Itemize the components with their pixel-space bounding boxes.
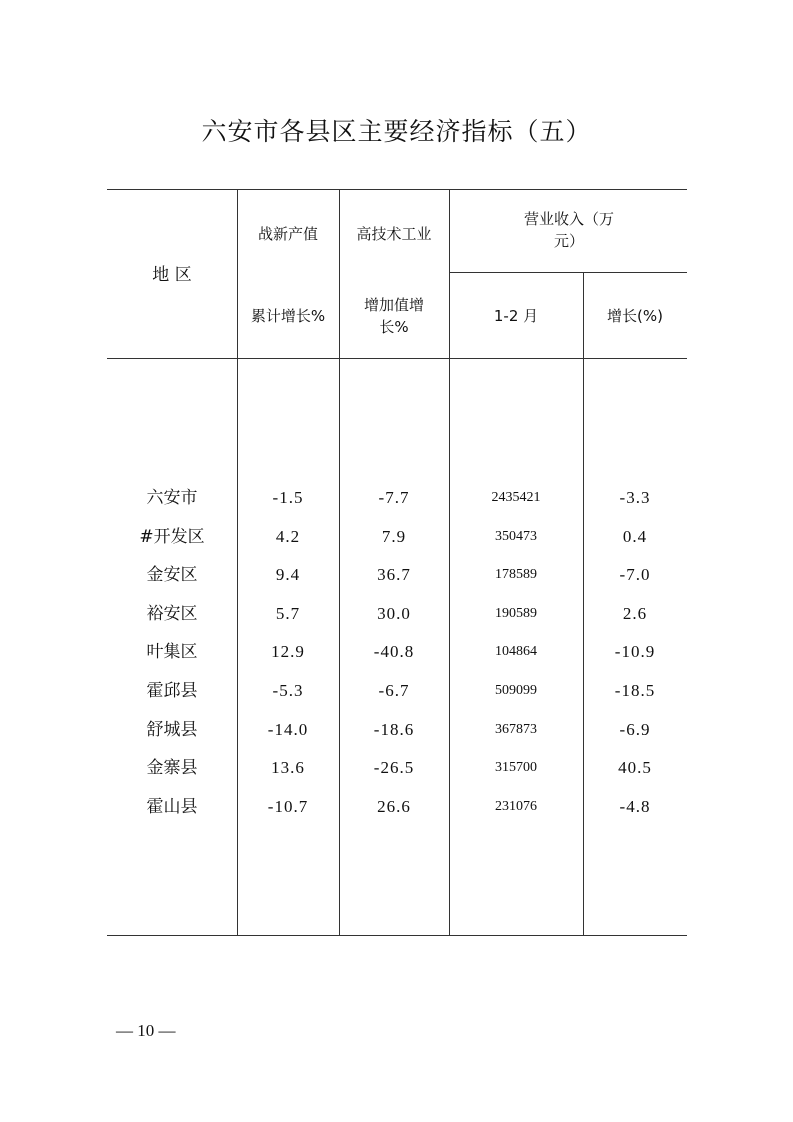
cell-revenue: 315700 (495, 760, 537, 775)
header-strategic-sub: 累计增长% (250, 307, 326, 325)
cell-region: 霍山县 (146, 797, 198, 817)
cell-region: 霍邱县 (146, 681, 198, 701)
cell-region: 叶集区 (146, 642, 198, 662)
cell-revenue: 2435421 (491, 490, 541, 505)
cell-revenue-growth: 2.6 (622, 604, 648, 623)
cell-strategic-growth: 12.9 (271, 642, 305, 661)
header-revenue-period: 1-2 月 (493, 307, 539, 325)
cell-strategic-growth: 9.4 (275, 565, 301, 584)
cell-region: 金安区 (146, 565, 198, 585)
page-number: — 10 — (116, 1021, 176, 1040)
cell-strategic-growth: 5.7 (275, 604, 301, 623)
cell-region: 裕安区 (146, 604, 198, 624)
cell-hightech-growth: 26.6 (377, 797, 411, 816)
cell-strategic-growth: -5.3 (272, 681, 304, 700)
cell-hightech-growth: -7.7 (378, 488, 410, 507)
cell-revenue: 104864 (495, 644, 537, 659)
header-hightech-top: 高技术工业 (356, 225, 432, 243)
cell-hightech-growth: 30.0 (377, 604, 411, 623)
cell-revenue: 190589 (495, 606, 537, 621)
cell-revenue-growth: 0.4 (622, 527, 648, 546)
cell-strategic-growth: -1.5 (272, 488, 304, 507)
cell-hightech-growth: -6.7 (378, 681, 410, 700)
header-region: 地 区 (152, 265, 192, 285)
cell-revenue-growth: -3.3 (619, 488, 651, 507)
cell-region: 六安市 (146, 488, 198, 508)
cell-revenue: 367873 (495, 722, 537, 737)
cell-strategic-growth: 13.6 (271, 758, 305, 777)
cell-revenue-growth: -10.9 (614, 642, 656, 661)
cell-strategic-growth: -10.7 (267, 797, 309, 816)
cell-revenue-growth: -6.9 (619, 720, 651, 739)
cell-hightech-growth: -18.6 (373, 720, 415, 739)
cell-hightech-growth: -40.8 (373, 642, 415, 661)
cell-revenue: 509099 (495, 683, 537, 698)
header-bottom-border (107, 358, 687, 359)
column-divider (237, 189, 238, 935)
cell-revenue: 178589 (495, 567, 537, 582)
cell-strategic-growth: 4.2 (275, 527, 301, 546)
column-divider (339, 189, 340, 935)
cell-revenue-growth: -4.8 (619, 797, 651, 816)
revenue-header-divider (449, 272, 687, 273)
cell-strategic-growth: -14.0 (267, 720, 309, 739)
cell-hightech-growth: 7.9 (381, 527, 407, 546)
header-strategic-top: 战新产值 (257, 225, 318, 243)
column-divider (449, 189, 450, 935)
cell-region: 舒城县 (146, 720, 198, 740)
cell-hightech-growth: -26.5 (373, 758, 415, 777)
header-revenue-growth: 增长(%) (607, 307, 663, 325)
cell-revenue-growth: -7.0 (619, 565, 651, 584)
cell-revenue-growth: 40.5 (618, 758, 652, 777)
cell-revenue: 231076 (495, 799, 537, 814)
header-revenue-top: 营业收入（万元） (523, 210, 614, 250)
cell-region: 金寨县 (146, 758, 198, 778)
cell-hightech-growth: 36.7 (377, 565, 411, 584)
header-hightech-sub: 增加值增长% (363, 296, 424, 336)
cell-revenue-growth: -18.5 (614, 681, 656, 700)
cell-revenue: 350473 (495, 529, 537, 544)
cell-region: #开发区 (139, 527, 205, 547)
table-bottom-border (107, 935, 687, 936)
page-title: 六安市各县区主要经济指标（五） (201, 117, 592, 146)
table-top-border (107, 189, 687, 190)
